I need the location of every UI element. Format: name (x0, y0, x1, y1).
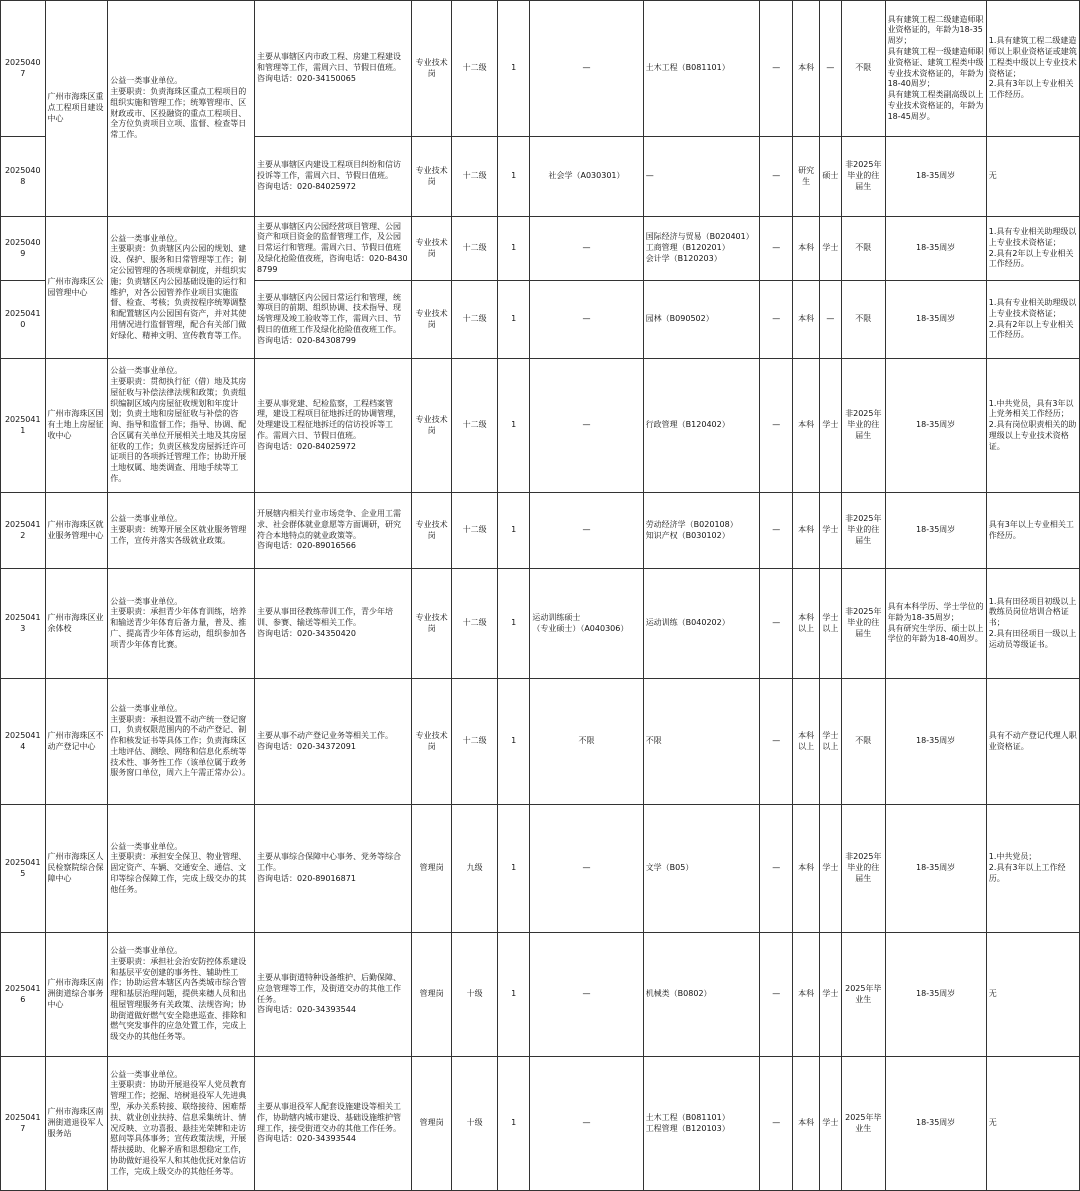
age-requirement: 具有建筑工程二级建造师职业资格证的，年龄为18-35周岁； 具有建筑工程一级建造师职业资格证、建筑工程类中级专业技术资格证的，年龄为18-40周岁； 具有建筑工程类副高级以上专业技术资格证的，年龄为18-45周岁。 (885, 1, 986, 137)
fresh-graduate: 非2025年毕业的往届生 (842, 569, 886, 679)
major-college: — (760, 359, 793, 493)
other-requirements: 无 (986, 1057, 1079, 1191)
degree: 学士以上 (819, 569, 841, 679)
job-description: 主要从事辖区内公园经营项目管理、公园资产和项目资金的监督管理工作，及公园日常运行和管理。需周六日、节假日值班及绿化抢险值夜班，咨询电话：020-84308799 (255, 217, 412, 281)
age-requirement: 18-35周岁 (885, 679, 986, 805)
major-college: — (760, 805, 793, 933)
major-bachelor: 土木工程（B081101） (643, 1, 759, 137)
age-requirement: 具有本科学历、学士学位的年龄为18-35周岁； 具有研究生学历、硕士以上学位的年龄为18-40周岁。 (885, 569, 986, 679)
hire-count: 1 (497, 1057, 529, 1191)
unit-description: 公益一类事业单位。 主要职责：承担社会治安防控体系建设和基层平安创建的事务性、辅助性工作；协助运营本辖区内各类城市综合管理和基层治理问题，提供来穗人员和出租屋管理服务有关政策、法规咨询；协助街道做好燃气安全隐患巡查、排除和燃气突发事件的应急处置工作，完成上级交办的其他任务等。 (108, 933, 255, 1057)
position-type: 管理岗 (411, 933, 451, 1057)
job-description: 主要从事退役军人配套设施建设等相关工作，协助辖内城市建设、基础设施维护管理工作，接受街道交办的其他工作任务。 咨询电话：020-34393544 (255, 1057, 412, 1191)
position-code: 20250413 (1, 569, 46, 679)
job-description: 主要从事街道特种设备维护、后勤保障、应急管理等工作，及街道交办的其他工作任务。 咨询电话：020-34393544 (255, 933, 412, 1057)
position-type: 管理岗 (411, 805, 451, 933)
other-requirements: 1.具有田径项目初级以上教练员岗位培训合格证书； 2.具有田径项目一级以上运动员等级证书。 (986, 569, 1079, 679)
fresh-graduate: 非2025年毕业的往届生 (842, 805, 886, 933)
degree: 学士 (819, 217, 841, 281)
unit-description: 公益一类事业单位。 主要职责：承担青少年体育训练，培养和输送青少年体育后备力量，普及、推广、提高青少年体育运动，组织参加各项青少年体育比赛。 (108, 569, 255, 679)
table-row (1, 1, 1080, 137)
major-bachelor: 行政管理（B120402） (643, 359, 759, 493)
table-row (1, 569, 1080, 679)
position-type: 专业技术岗 (411, 679, 451, 805)
degree: — (819, 281, 841, 359)
unit-name: 广州市海珠区重点工程项目建设中心 (45, 1, 108, 217)
hire-count: 1 (497, 137, 529, 217)
hire-count: 1 (497, 679, 529, 805)
major-college: — (760, 1, 793, 137)
position-level: 十二级 (452, 1, 498, 137)
position-type: 专业技术岗 (411, 281, 451, 359)
degree: 学士 (819, 359, 841, 493)
position-level: 九级 (452, 805, 498, 933)
job-description: 主要从事党建、纪检监察，工程档案管理，建设工程项目征地拆迁的协调管理，处理建设工程征地拆迁的信访投诉等工作。需周六日、节假日值班。 咨询电话：020-84025972 (255, 359, 412, 493)
unit-name: 广州市海珠区国有土地上房屋征收中心 (45, 359, 108, 493)
hire-count: 1 (497, 1, 529, 137)
job-description: 主要从事不动产登记业务等相关工作。 咨询电话：020-34372091 (255, 679, 412, 805)
unit-name: 广州市海珠区不动产登记中心 (45, 679, 108, 805)
major-college: — (760, 281, 793, 359)
fresh-graduate: 非2025年毕业的往届生 (842, 137, 886, 217)
education: 本科 (793, 1, 819, 137)
education: 研究生 (793, 137, 819, 217)
unit-description: 公益一类事业单位。 主要职责：负责海珠区重点工程项目的组织实施和管理工作；统筹管理市、区财政或市、区投融资的重点工程项目、全方位负责项目立项、监督、检查等日常工作。 (108, 1, 255, 217)
education: 本科 (793, 281, 819, 359)
degree: 学士 (819, 493, 841, 569)
degree: 学士以上 (819, 679, 841, 805)
age-requirement: 18-35周岁 (885, 217, 986, 281)
education: 本科 (793, 1057, 819, 1191)
unit-name: 广州市海珠区业余体校 (45, 569, 108, 679)
major-college: — (760, 1057, 793, 1191)
position-level: 十二级 (452, 281, 498, 359)
position-type: 专业技术岗 (411, 1, 451, 137)
position-code: 20250407 (1, 1, 46, 137)
major-college: — (760, 217, 793, 281)
major-graduate: 社会学（A030301） (530, 137, 643, 217)
fresh-graduate: 非2025年毕业的往届生 (842, 493, 886, 569)
job-description: 主要从事辖区内建设工程项目纠纷和信访投诉等工作，需周六日、节假日值班。 咨询电话：020-84025972 (255, 137, 412, 217)
table-row (1, 493, 1080, 569)
position-type: 专业技术岗 (411, 137, 451, 217)
age-requirement: 18-35周岁 (885, 359, 986, 493)
major-graduate: — (530, 359, 643, 493)
other-requirements: 1.具有建筑工程二级建造师以上职业资格证或建筑工程类中级以上专业技术资格证； 2.具有3年以上专业相关工作经历。 (986, 1, 1079, 137)
age-requirement: 18-35周岁 (885, 137, 986, 217)
major-graduate: — (530, 933, 643, 1057)
fresh-graduate: 不限 (842, 281, 886, 359)
major-bachelor: 土木工程（B081101） 工程管理（B120103） (643, 1057, 759, 1191)
other-requirements: 1.中共党员； 2.具有3年以上工作经历。 (986, 805, 1079, 933)
age-requirement: 18-35周岁 (885, 805, 986, 933)
major-bachelor: — (643, 137, 759, 217)
major-bachelor: 机械类（B0802） (643, 933, 759, 1057)
other-requirements: 无 (986, 137, 1079, 217)
position-code: 20250412 (1, 493, 46, 569)
other-requirements: 1.具有专业相关助理级以上专业技术资格证； 2.具有2年以上专业相关工作经历。 (986, 281, 1079, 359)
job-description: 主要从事辖区内公园日常运行和管理，统筹项目的前期、组织协调、技术指导、现场管理及竣工验收等工作，需周六日、节假日的值班工作及绿化抢险值夜班工作。咨询电话：020-84308799 (255, 281, 412, 359)
hire-count: 1 (497, 933, 529, 1057)
position-code: 20250411 (1, 359, 46, 493)
table-row (1, 679, 1080, 805)
major-college: — (760, 569, 793, 679)
major-bachelor: 国际经济与贸易（B020401） 工商管理（B120201） 会计学（B120203） (643, 217, 759, 281)
position-type: 专业技术岗 (411, 217, 451, 281)
other-requirements: 1.具有专业相关助理级以上专业技术资格证； 2.具有2年以上专业相关工作经历。 (986, 217, 1079, 281)
hire-count: 1 (497, 217, 529, 281)
hire-count: 1 (497, 493, 529, 569)
job-description: 开展辖内相关行业市场竞争、企业用工需求、社会群体就业意愿等方面调研，研究符合本地特点的就业政策等。 咨询电话：020-89016566 (255, 493, 412, 569)
major-bachelor: 运动训练（B040202） (643, 569, 759, 679)
fresh-graduate: 2025年毕业生 (842, 1057, 886, 1191)
position-level: 十二级 (452, 137, 498, 217)
degree: — (819, 1, 841, 137)
position-type: 管理岗 (411, 1057, 451, 1191)
major-graduate: 运动训练硕士 （专业硕士）（A040306） (530, 569, 643, 679)
position-level: 十二级 (452, 679, 498, 805)
major-graduate: 不限 (530, 679, 643, 805)
position-code: 20250414 (1, 679, 46, 805)
major-college: — (760, 493, 793, 569)
hire-count: 1 (497, 805, 529, 933)
position-code: 20250416 (1, 933, 46, 1057)
education: 本科 (793, 493, 819, 569)
position-type: 专业技术岗 (411, 569, 451, 679)
table-row (1, 805, 1080, 933)
major-graduate: — (530, 493, 643, 569)
major-graduate: — (530, 1057, 643, 1191)
table-row (1, 217, 1080, 281)
position-code: 20250408 (1, 137, 46, 217)
fresh-graduate: 2025年毕业生 (842, 933, 886, 1057)
unit-name: 广州市海珠区就业服务管理中心 (45, 493, 108, 569)
major-college: — (760, 137, 793, 217)
position-code: 20250417 (1, 1057, 46, 1191)
unit-name: 广州市海珠区人民检察院综合保障中心 (45, 805, 108, 933)
major-graduate: — (530, 1, 643, 137)
table-row (1, 1057, 1080, 1191)
position-code: 20250415 (1, 805, 46, 933)
job-description: 主要从事田径教练带训工作，青少年培训、参赛、输送等相关工作。 咨询电话：020-34350420 (255, 569, 412, 679)
degree: 学士 (819, 933, 841, 1057)
hire-count: 1 (497, 359, 529, 493)
unit-description: 公益一类事业单位。 主要职责：负责辖区内公园的规划、建设、保护、服务和日常管理等工作；制定公园管理的各项规章制度，并组织实施；负责辖区内公园基础设施的运行和维护，对各公园管养作业项目实施监督、检查、考核；负责按程序统筹调整和配置辖区内公园国有资产，并对其使用情况进行监督管理，配合有关部门做好绿化、精神文明、宣传教育等工作。 (108, 217, 255, 359)
fresh-graduate: 非2025年毕业的往届生 (842, 359, 886, 493)
degree: 学士 (819, 805, 841, 933)
other-requirements: 具有不动产登记代理人职业资格证。 (986, 679, 1079, 805)
education: 本科以上 (793, 569, 819, 679)
position-level: 十二级 (452, 217, 498, 281)
other-requirements: 1.中共党员，具有3年以上党务相关工作经历； 2.具有岗位职责相关的助理级以上专业技术资格证。 (986, 359, 1079, 493)
major-bachelor: 文学（B05） (643, 805, 759, 933)
unit-description: 公益一类事业单位。 主要职责：统筹开展全区就业服务管理工作，宣传并落实各级就业政策。 (108, 493, 255, 569)
unit-description: 公益一类事业单位。 主要职责：承担安全保卫、物业管理、固定资产、车辆、交通安全、通信、文印等综合保障工作，完成上级交办的其他任务。 (108, 805, 255, 933)
fresh-graduate: 不限 (842, 1, 886, 137)
education: 本科以上 (793, 679, 819, 805)
major-bachelor: 劳动经济学（B020108） 知识产权（B030102） (643, 493, 759, 569)
major-graduate: — (530, 281, 643, 359)
education: 本科 (793, 805, 819, 933)
unit-description: 公益一类事业单位。 主要职责：贯彻执行征（借）地及其房屋征收与补偿法律法规和政策；负责组织编制区域内房屋征收规划和年度计划；负责土地和房屋征收与补偿的咨询、指导和监督工作；指导、协调、配合区属有关单位开展相关土地及其房屋征收的工作；负责区核发房屋拆迁许可证项目的各项拆迁管理工作；协助开展土地权属、地类调查、用地手续等工作。 (108, 359, 255, 493)
other-requirements: 无 (986, 933, 1079, 1057)
position-code: 20250410 (1, 281, 46, 359)
table-row (1, 933, 1080, 1057)
major-bachelor: 园林（B090502） (643, 281, 759, 359)
other-requirements: 具有3年以上专业相关工作经历。 (986, 493, 1079, 569)
age-requirement: 18-35周岁 (885, 281, 986, 359)
age-requirement: 18-35周岁 (885, 493, 986, 569)
fresh-graduate: 不限 (842, 679, 886, 805)
position-type: 专业技术岗 (411, 493, 451, 569)
position-level: 十二级 (452, 569, 498, 679)
education: 本科 (793, 933, 819, 1057)
position-type: 专业技术岗 (411, 359, 451, 493)
hire-count: 1 (497, 569, 529, 679)
job-description: 主要从事综合保障中心事务、党务等综合工作。 咨询电话：020-89016871 (255, 805, 412, 933)
major-college: — (760, 933, 793, 1057)
unit-description: 公益一类事业单位。 主要职责：承担设置不动产统一登记窗口，负责权限范围内的不动产登记、制作和核发证书等具体工作；负责海珠区土地评估、测绘、网络和信息化系统等技术性、事务性工作（该单位属于政务服务窗口单位，周六上午需正常办公）。 (108, 679, 255, 805)
education: 本科 (793, 217, 819, 281)
major-college: — (760, 679, 793, 805)
major-graduate: — (530, 217, 643, 281)
degree: 硕士 (819, 137, 841, 217)
major-bachelor: 不限 (643, 679, 759, 805)
position-level: 十级 (452, 933, 498, 1057)
position-level: 十二级 (452, 359, 498, 493)
degree: 学士 (819, 1057, 841, 1191)
unit-description: 公益一类事业单位。 主要职责：协助开展退役军人党员教育管理工作；挖掘、培树退役军人先进典型，承办关系转接、联络接待、困难帮扶、就业创业扶持、信息采集统计、情况反映、立功喜报、悬挂光荣牌和走访慰问等具体事务；宣传政策法规，开展帮扶援助、化解矛盾和思想稳定工作，协助做好退役军人和其他优抚对象信访工作，完成上级交办的其他任务等。 (108, 1057, 255, 1191)
position-code: 20250409 (1, 217, 46, 281)
unit-name: 广州市海珠区公园管理中心 (45, 217, 108, 359)
education: 本科 (793, 359, 819, 493)
hire-count: 1 (497, 281, 529, 359)
job-description: 主要从事辖区内市政工程、房建工程建设和管理等工作，需周六日、节假日值班。 咨询电话：020-34150065 (255, 1, 412, 137)
major-graduate: — (530, 805, 643, 933)
unit-name: 广州市海珠区南洲街道退役军人服务站 (45, 1057, 108, 1191)
unit-name: 广州市海珠区南洲街道综合事务中心 (45, 933, 108, 1057)
position-level: 十级 (452, 1057, 498, 1191)
table-row (1, 359, 1080, 493)
age-requirement: 18-35周岁 (885, 1057, 986, 1191)
fresh-graduate: 不限 (842, 217, 886, 281)
age-requirement: 18-35周岁 (885, 933, 986, 1057)
position-level: 十二级 (452, 493, 498, 569)
